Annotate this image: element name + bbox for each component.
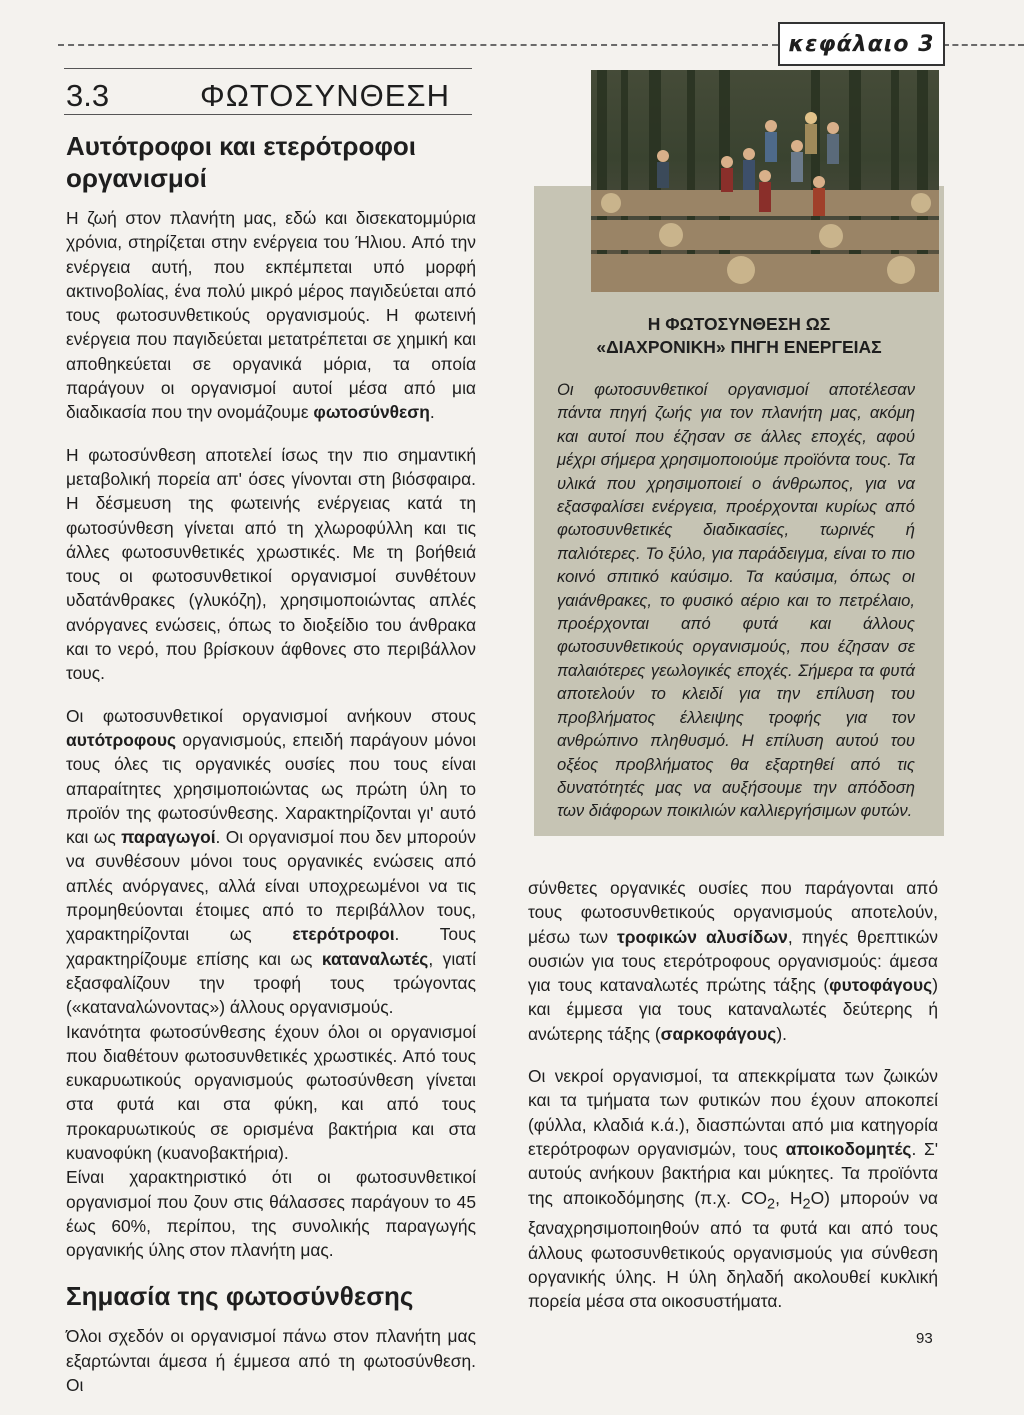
paragraph-5: Είναι χαρακτηριστικό ότι οι φωτοσυνθετικοί οργανισμοί που ζουν στις θάλασσες παράγουν το 45 έως 60%, περίπου, της συνολικής παραγωγής οργανικής ύλης στον πλανήτη μας. xyxy=(66,1167,476,1261)
paragraph-8: Οι νεκροί οργανισμοί, τα απεκκρίματα των ζωικών και τα τμήματα των φυτικών που έχουν αποκοπεί (φύλλα, κλαδιά κ.ά.), διασπώνται από μια κατηγορία ετερότροφων οργανισμών, τους αποικοδομητές. Σ' αυτούς ανήκουν βακτήρια και μύκητες. Τα προϊόντα της αποικοδόμησης (π.χ. $CO_2$, $H_2O$) μπορούν να ξαναχρησιμοποιηθούν από τα φυτά και από τους άλλους φωτοσυνθετικούς οργανισμούς για σύνθεση οργανικής ύλης. Η ύλη δηλαδή ακολουθεί κυκλική πορεία μέσα στα οικοσυστήματα. xyxy=(528,1066,939,1312)
header-rule-left xyxy=(58,44,778,46)
section-number: 3.3 xyxy=(66,78,110,113)
photo-illustration xyxy=(591,70,939,292)
section-rule-top xyxy=(64,68,472,69)
sidebar-body: Οι φωτοσυνθετικοί οργανισμοί αποτέλεσαν πάντα πηγή ζωής για τον πλανήτη μας, ακόμη και αυτοί που έζησαν σε άλλες εποχές, αφού μέχρι σήμερα χρησιμοποιούμε προϊόντα τους. Τα υλικά που χρησιμοποιεί ο άνθρωπος, για να εξασφαλίσει ενέργεια, προέρχονται κυρίως από φωτοσυνθετικές διαδικασίες, τωρινές ή παλιότερες. Το ξύλο, για παράδειγμα, είναι το πιο κοινό σπιτικό καύσιμο. Τα καύσιμα, όπως οι γαιάνθρακες, το φυσικό αέριο και το πετρέλαιο, προέρχονται από φυτά και άλλους φωτοσυνθετικούς οργανισμούς, που έζησαν σε παλαιότερες γεωλογικές εποχές. Σήμερα τα φυτά αποτελούν το κλειδί για την επίλυση του προβλήματος έλλειψης τροφής για τον ανθρώπινο πληθυσμό. Η επίλυση αυτού του οξέος προβλήματος θα εξαρτηθεί από τις δυνατότητές μας να αυξήσουμε την απόδοση των διάφορων ποικιλιών καλλιεργήσιμων φυτών. xyxy=(557,380,915,821)
paragraph-6: Όλοι σχεδόν οι οργανισμοί πάνω στον πλανήτη μας εξαρτώνται άμεσα ή έμμεσα από τη φωτοσύνθεση. Οι xyxy=(66,1326,476,1396)
sidebar-title: Η ΦΩΤΟΣΥΝΘΕΣΗ ΩΣ «ΔΙΑΧΡΟΝΙΚΗ» ΠΗΓΗ ΕΝΕΡΓΕΙΑΣ xyxy=(596,314,882,357)
left-column xyxy=(66,130,476,1415)
right-column xyxy=(528,876,938,1332)
heading-importance: Σημασία της φωτοσύνθεσης xyxy=(66,1281,414,1312)
heading-autotrophs: Αυτότροφοι και ετερότροφοι οργανισμοί xyxy=(66,131,417,193)
section-rule-bottom xyxy=(64,114,472,115)
paragraph-2: Η φωτοσύνθεση αποτελεί ίσως την πιο σημαντική μεταβολική πορεία απ' όσες γίνονται στη βιόσφαιρα. Η δέσμευση της φωτεινής ενέργειας κατά τη φωτοσύνθεση γίνεται από τη χλωροφύλλη και τις άλλες φωτοσυνθετικές χρωστικές. Με τη βοήθειά τους οι φωτοσυνθετικοί οργανισμοί συνθέτουν υδατάνθρακες (γλυκόζη), χρησιμοποιώντας απλές ανόργανες ενώσεις, όπως το διοξείδιο του άνθρακα και το νερό, που βρίσκουν άφθονες στο περιβάλλον τους. xyxy=(66,444,476,684)
chapter-label: κεφάλαιο 3 xyxy=(778,22,945,66)
header-rule-right xyxy=(943,44,1024,46)
forest-workers-photo xyxy=(591,70,939,292)
paragraph-3: Οι φωτοσυνθετικοί οργανισμοί ανήκουν στους αυτότροφους οργανισμούς, επειδή παράγουν μόνοι τους όλες τις οργανικές ουσίες που τους είναι απαραίτητες χρησιμοποιώντας ως πρώτη ύλη το προϊόν της φωτοσύνθεσης. Χαρακτηρίζονται γι' αυτό και ως παραγωγοί. Οι οργανισμοί που δεν μπορούν να συνθέσουν μόνοι τους οργανικές ενώσεις από απλές ανόργανες, αλλά είναι υποχρεωμένοι να τις προμηθεύονται έτοιμες από το περιβάλλον τους, χαρακτηρίζονται ως ετερότροφοι. Τους χαρακτηρίζουμε επίσης και ως καταναλωτές, γιατί εξασφαλίζουν την τροφή τους τρώγοντας («καταναλώνοντας») άλλους οργανισμούς. xyxy=(66,705,477,1018)
paragraph-7: σύνθετες οργανικές ουσίες που παράγονται από τους φωτοσυνθετικούς οργανισμούς αποτελούν, μέσω των τροφικών αλυσίδων, πηγές θρεπτικών ουσιών για τους ετερότροφους οργανισμούς: άμεσα για τους καταναλωτές πρώτης τάξης (φυτοφάγους) και έμμεσα για τους καταναλωτές δεύτερης ή ανώτερης τάξης (σαρκοφάγους). xyxy=(528,878,938,1044)
paragraph-1: Η ζωή στον πλανήτη μας, εδώ και δισεκατομμύρια χρόνια, στηρίζεται στην ενέργεια του Ήλιου. Από την ενέργεια αυτή, που εκπέμπεται υπό μορφή ακτινοβολίας, ένα πολύ μικρό μέρος παγιδεύεται από τους φωτοσυνθετικούς οργανισμούς. Η φωτεινή ενέργεια που παγιδεύεται μετατρέπεται σε χημική και αποθηκεύεται σε οργανικά μόρια, τα οποία παράγουν οι οργανισμοί αυτοί μέσα από μια διαδικασία που την ονομάζουμε φωτοσύνθεση. xyxy=(66,208,476,423)
section-title: ΦΩΤΟΣΥΝΘΕΣΗ xyxy=(200,78,450,113)
page-number: 93 xyxy=(916,1330,933,1347)
paragraph-4: Ικανότητα φωτοσύνθεσης έχουν όλοι οι οργανισμοί που διαθέτουν φωτοσυνθετικές χρωστικές. Από τους ευκαρυωτικούς οργανισμούς φωτοσύνθεση γίνεται στα φυτά και στα φύκη, και από τους προκαρυωτικούς σε ορισμένα βακτήρια και στα κυανοφύκη (κυανοβακτήρια). xyxy=(66,1021,476,1163)
